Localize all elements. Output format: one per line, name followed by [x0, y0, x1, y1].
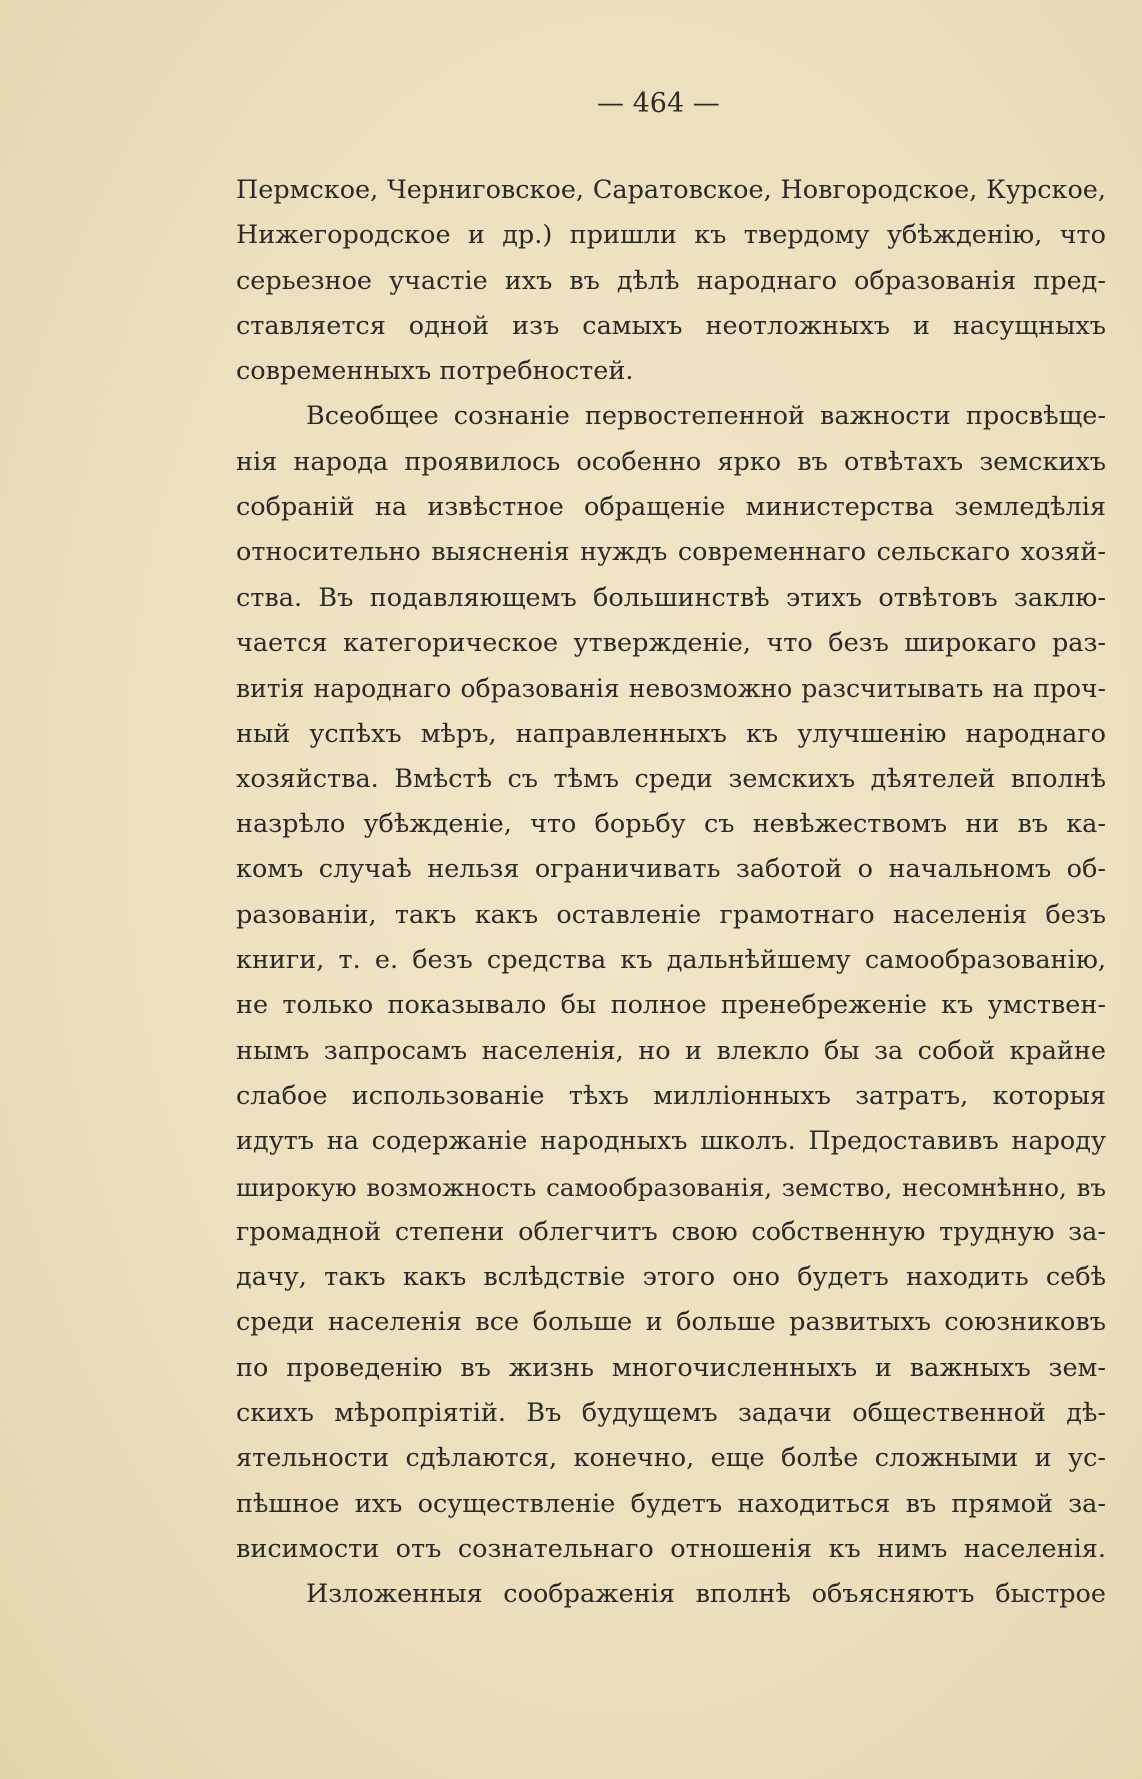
page-number: — 464 — — [597, 88, 720, 119]
text-line: нія народа проявилось особенно ярко въ отвѣтахъ земскихъ — [236, 446, 1106, 477]
text-line: ятельности сдѣлаются, конечно, еще болѣе сложными и ус- — [236, 1443, 1106, 1474]
text-line: Изложенныя соображенія вполнѣ объясняютъ быстрое — [306, 1579, 1106, 1610]
text-line: Нижегородское и др.) пришли къ твердому убѣжденію, что — [236, 220, 1106, 251]
text-line: среди населенія все больше и больше развитыхъ союзниковъ — [236, 1307, 1106, 1338]
text-line: разованіи, такъ какъ оставленіе грамотнаго населенія безъ — [236, 899, 1106, 930]
text-line: собраній на извѣстное обращеніе министерства земледѣлія — [236, 492, 1106, 523]
text-line: комъ случаѣ нельзя ограничивать заботой о начальномъ об- — [236, 854, 1106, 885]
text-line: нымъ запросамъ населенія, но и влекло бы за собой крайне — [236, 1035, 1106, 1066]
text-line: книги, т. е. безъ средства къ дальнѣйшему самообразованію, — [236, 945, 1106, 976]
text-line: ный успѣхъ мѣръ, направленныхъ къ улучшенію народнаго — [236, 718, 1106, 749]
text-line: широкую возможность самообразованія, земство, несомнѣнно, въ — [236, 1172, 1106, 1202]
text-line: современныхъ потребностей. — [236, 356, 634, 387]
body-text — [236, 168, 1106, 1618]
text-line: витія народнаго образованія невозможно разсчитывать на проч- — [236, 674, 1106, 704]
text-line: Всеобщее сознаніе первостепенной важности просвѣще- — [306, 401, 1106, 432]
text-line: Пермское, Черниговское, Саратовское, Новгородское, Курское, — [236, 175, 1106, 205]
text-line: серьезное участіе ихъ въ дѣлѣ народнаго образованія пред- — [236, 265, 1106, 296]
text-line: громадной степени облегчитъ свою собственную трудную за- — [236, 1216, 1106, 1247]
text-line: по проведенію въ жизнь многочисленныхъ и важныхъ зем- — [236, 1352, 1106, 1383]
text-line: назрѣло убѣжденіе, что борьбу съ невѣжествомъ ни въ ка- — [236, 809, 1106, 840]
text-line: пѣшное ихъ осуществленіе будетъ находиться въ прямой за- — [236, 1488, 1106, 1519]
text-line: слабое использованіе тѣхъ милліонныхъ затратъ, которыя — [236, 1080, 1106, 1111]
text-line: относительно выясненія нуждъ современнаго сельскаго хозяй- — [236, 537, 1106, 568]
text-line: не только показывало бы полное пренебреженіе къ умствен- — [236, 990, 1106, 1021]
text-line: висимости отъ сознательнаго отношенія къ нимъ населенія. — [236, 1533, 1106, 1564]
text-line: хозяйства. Вмѣстѣ съ тѣмъ среди земскихъ дѣятелей вполнѣ — [236, 763, 1106, 794]
text-line: ставляется одной изъ самыхъ неотложныхъ и насущныхъ — [236, 310, 1106, 341]
text-line: скихъ мѣропріятій. Въ будущемъ задачи общественной дѣ- — [236, 1398, 1106, 1429]
text-line: идутъ на содержаніе народныхъ школъ. Предоставивъ народу — [236, 1126, 1106, 1157]
text-line: ства. Въ подавляющемъ большинствѣ этихъ отвѣтовъ заклю- — [236, 582, 1106, 613]
text-line: чается категорическое утвержденіе, что безъ широкаго раз- — [236, 627, 1106, 658]
text-line: дачу, такъ какъ вслѣдствіе этого оно будетъ находить себѣ — [236, 1262, 1106, 1293]
